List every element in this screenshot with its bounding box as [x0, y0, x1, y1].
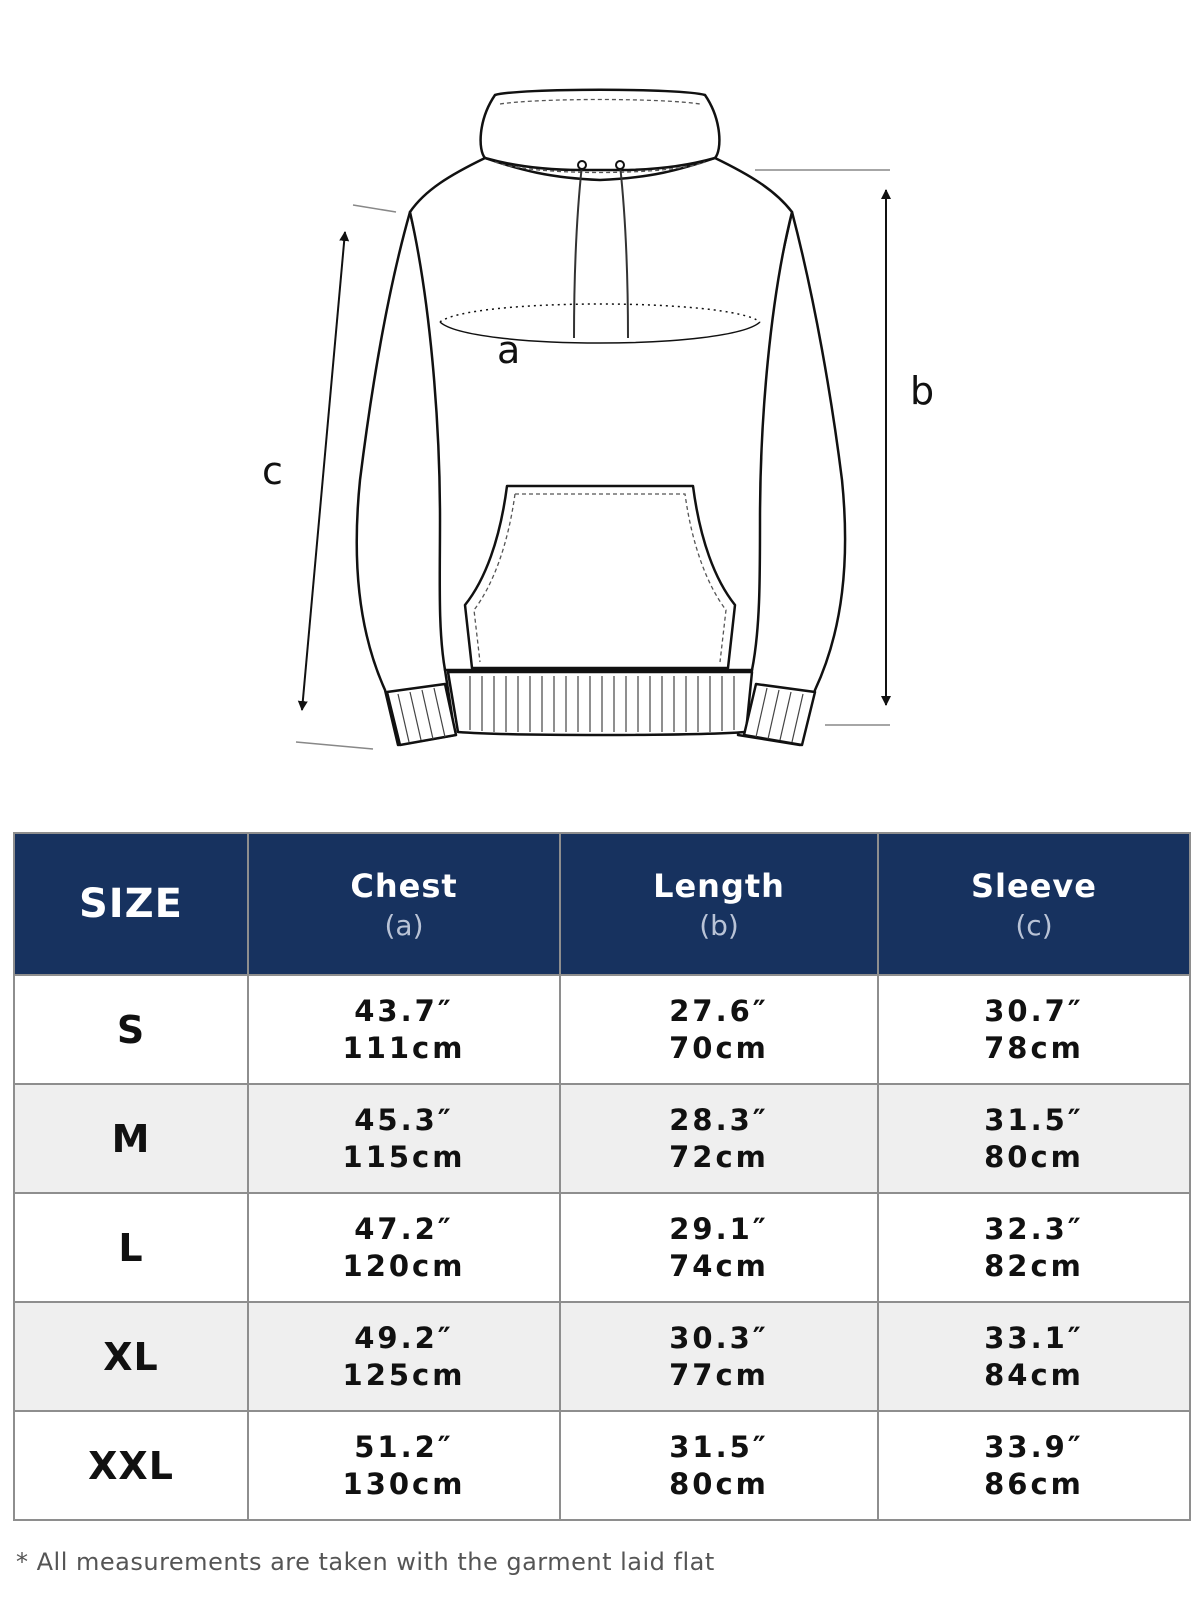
- sleeve-cell: [878, 1193, 1190, 1302]
- chest-inches: 43.7″: [354, 993, 454, 1028]
- right-cuff: [744, 684, 815, 745]
- sleeve-cell: [878, 1084, 1190, 1193]
- table-row: [14, 1302, 1190, 1411]
- length-inches: 30.3″: [669, 1320, 769, 1355]
- table-row: [14, 1411, 1190, 1520]
- header-chest: [248, 833, 560, 975]
- header-length-sub: (b): [699, 908, 739, 942]
- sleeve-inches: 30.7″: [984, 993, 1084, 1028]
- measurement-footnote: * All measurements are taken with the garment laid flat: [16, 1548, 715, 1576]
- hoodie-outline: [357, 90, 845, 745]
- header-chest-label: Chest: [350, 866, 458, 905]
- header-sleeve-sub: (c): [1015, 908, 1053, 942]
- header-chest-sub: (a): [384, 908, 424, 942]
- sleeve-cm: 80cm: [984, 1139, 1084, 1174]
- size-cell: L: [14, 1193, 248, 1302]
- length-cm: 80cm: [669, 1466, 769, 1501]
- header-size-label: SIZE: [78, 881, 184, 927]
- chest-cm: 111cm: [342, 1030, 466, 1065]
- chest-cell: [248, 1084, 560, 1193]
- length-inches: 27.6″: [669, 993, 769, 1028]
- sleeve-inches: 33.1″: [984, 1320, 1084, 1355]
- hoodie-diagram: [0, 0, 1200, 790]
- chest-cm: 130cm: [342, 1466, 466, 1501]
- size-cell: XXL: [14, 1411, 248, 1520]
- chest-inches: 47.2″: [354, 1211, 454, 1246]
- size-cell: M: [14, 1084, 248, 1193]
- length-inches: 31.5″: [669, 1429, 769, 1464]
- length-cell: [560, 1084, 878, 1193]
- length-cell: [560, 1193, 878, 1302]
- length-label: b: [910, 369, 935, 413]
- kangaroo-pocket: [465, 486, 735, 668]
- right-eyelet: [616, 161, 624, 169]
- left-cuff: [387, 684, 456, 745]
- header-sleeve: [878, 833, 1190, 975]
- sleeve-arrow: [302, 232, 345, 710]
- chest-label: a: [497, 328, 521, 372]
- sleeve-cm: 78cm: [984, 1030, 1084, 1065]
- table-row: [14, 1084, 1190, 1193]
- length-inches: 29.1″: [669, 1211, 769, 1246]
- length-cm: 72cm: [669, 1139, 769, 1174]
- header-size: [14, 833, 248, 975]
- sleeve-cm: 82cm: [984, 1248, 1084, 1283]
- size-cell: S: [14, 975, 248, 1084]
- length-cell: [560, 1411, 878, 1520]
- length-cm: 77cm: [669, 1357, 769, 1392]
- table-header-row: [14, 833, 1190, 975]
- chest-cm: 115cm: [342, 1139, 466, 1174]
- left-eyelet: [578, 161, 586, 169]
- sleeve-cell: [878, 975, 1190, 1084]
- sleeve-label: c: [262, 449, 283, 493]
- chest-cm: 120cm: [342, 1248, 466, 1283]
- sleeve-cell: [878, 1302, 1190, 1411]
- length-cell: [560, 1302, 878, 1411]
- chest-cell: [248, 1302, 560, 1411]
- header-length: [560, 833, 878, 975]
- size-chart-table: [13, 832, 1191, 1521]
- chest-cm: 125cm: [342, 1357, 466, 1392]
- chest-cell: [248, 1193, 560, 1302]
- length-cm: 70cm: [669, 1030, 769, 1065]
- chest-cell: [248, 1411, 560, 1520]
- size-cell: XL: [14, 1302, 248, 1411]
- header-length-label: Length: [653, 866, 785, 905]
- length-cell: [560, 975, 878, 1084]
- sleeve-cm: 84cm: [984, 1357, 1084, 1392]
- chest-inches: 49.2″: [354, 1320, 454, 1355]
- length-cm: 74cm: [669, 1248, 769, 1283]
- sleeve-cell: [878, 1411, 1190, 1520]
- sleeve-cm: 86cm: [984, 1466, 1084, 1501]
- chest-cell: [248, 975, 560, 1084]
- chest-inches: 45.3″: [354, 1102, 454, 1137]
- table-row: [14, 1193, 1190, 1302]
- sleeve-inches: 31.5″: [984, 1102, 1084, 1137]
- sleeve-inches: 33.9″: [984, 1429, 1084, 1464]
- table-row: [14, 975, 1190, 1084]
- sleeve-inches: 32.3″: [984, 1211, 1084, 1246]
- length-inches: 28.3″: [669, 1102, 769, 1137]
- chest-inches: 51.2″: [354, 1429, 454, 1464]
- header-sleeve-label: Sleeve: [971, 866, 1097, 905]
